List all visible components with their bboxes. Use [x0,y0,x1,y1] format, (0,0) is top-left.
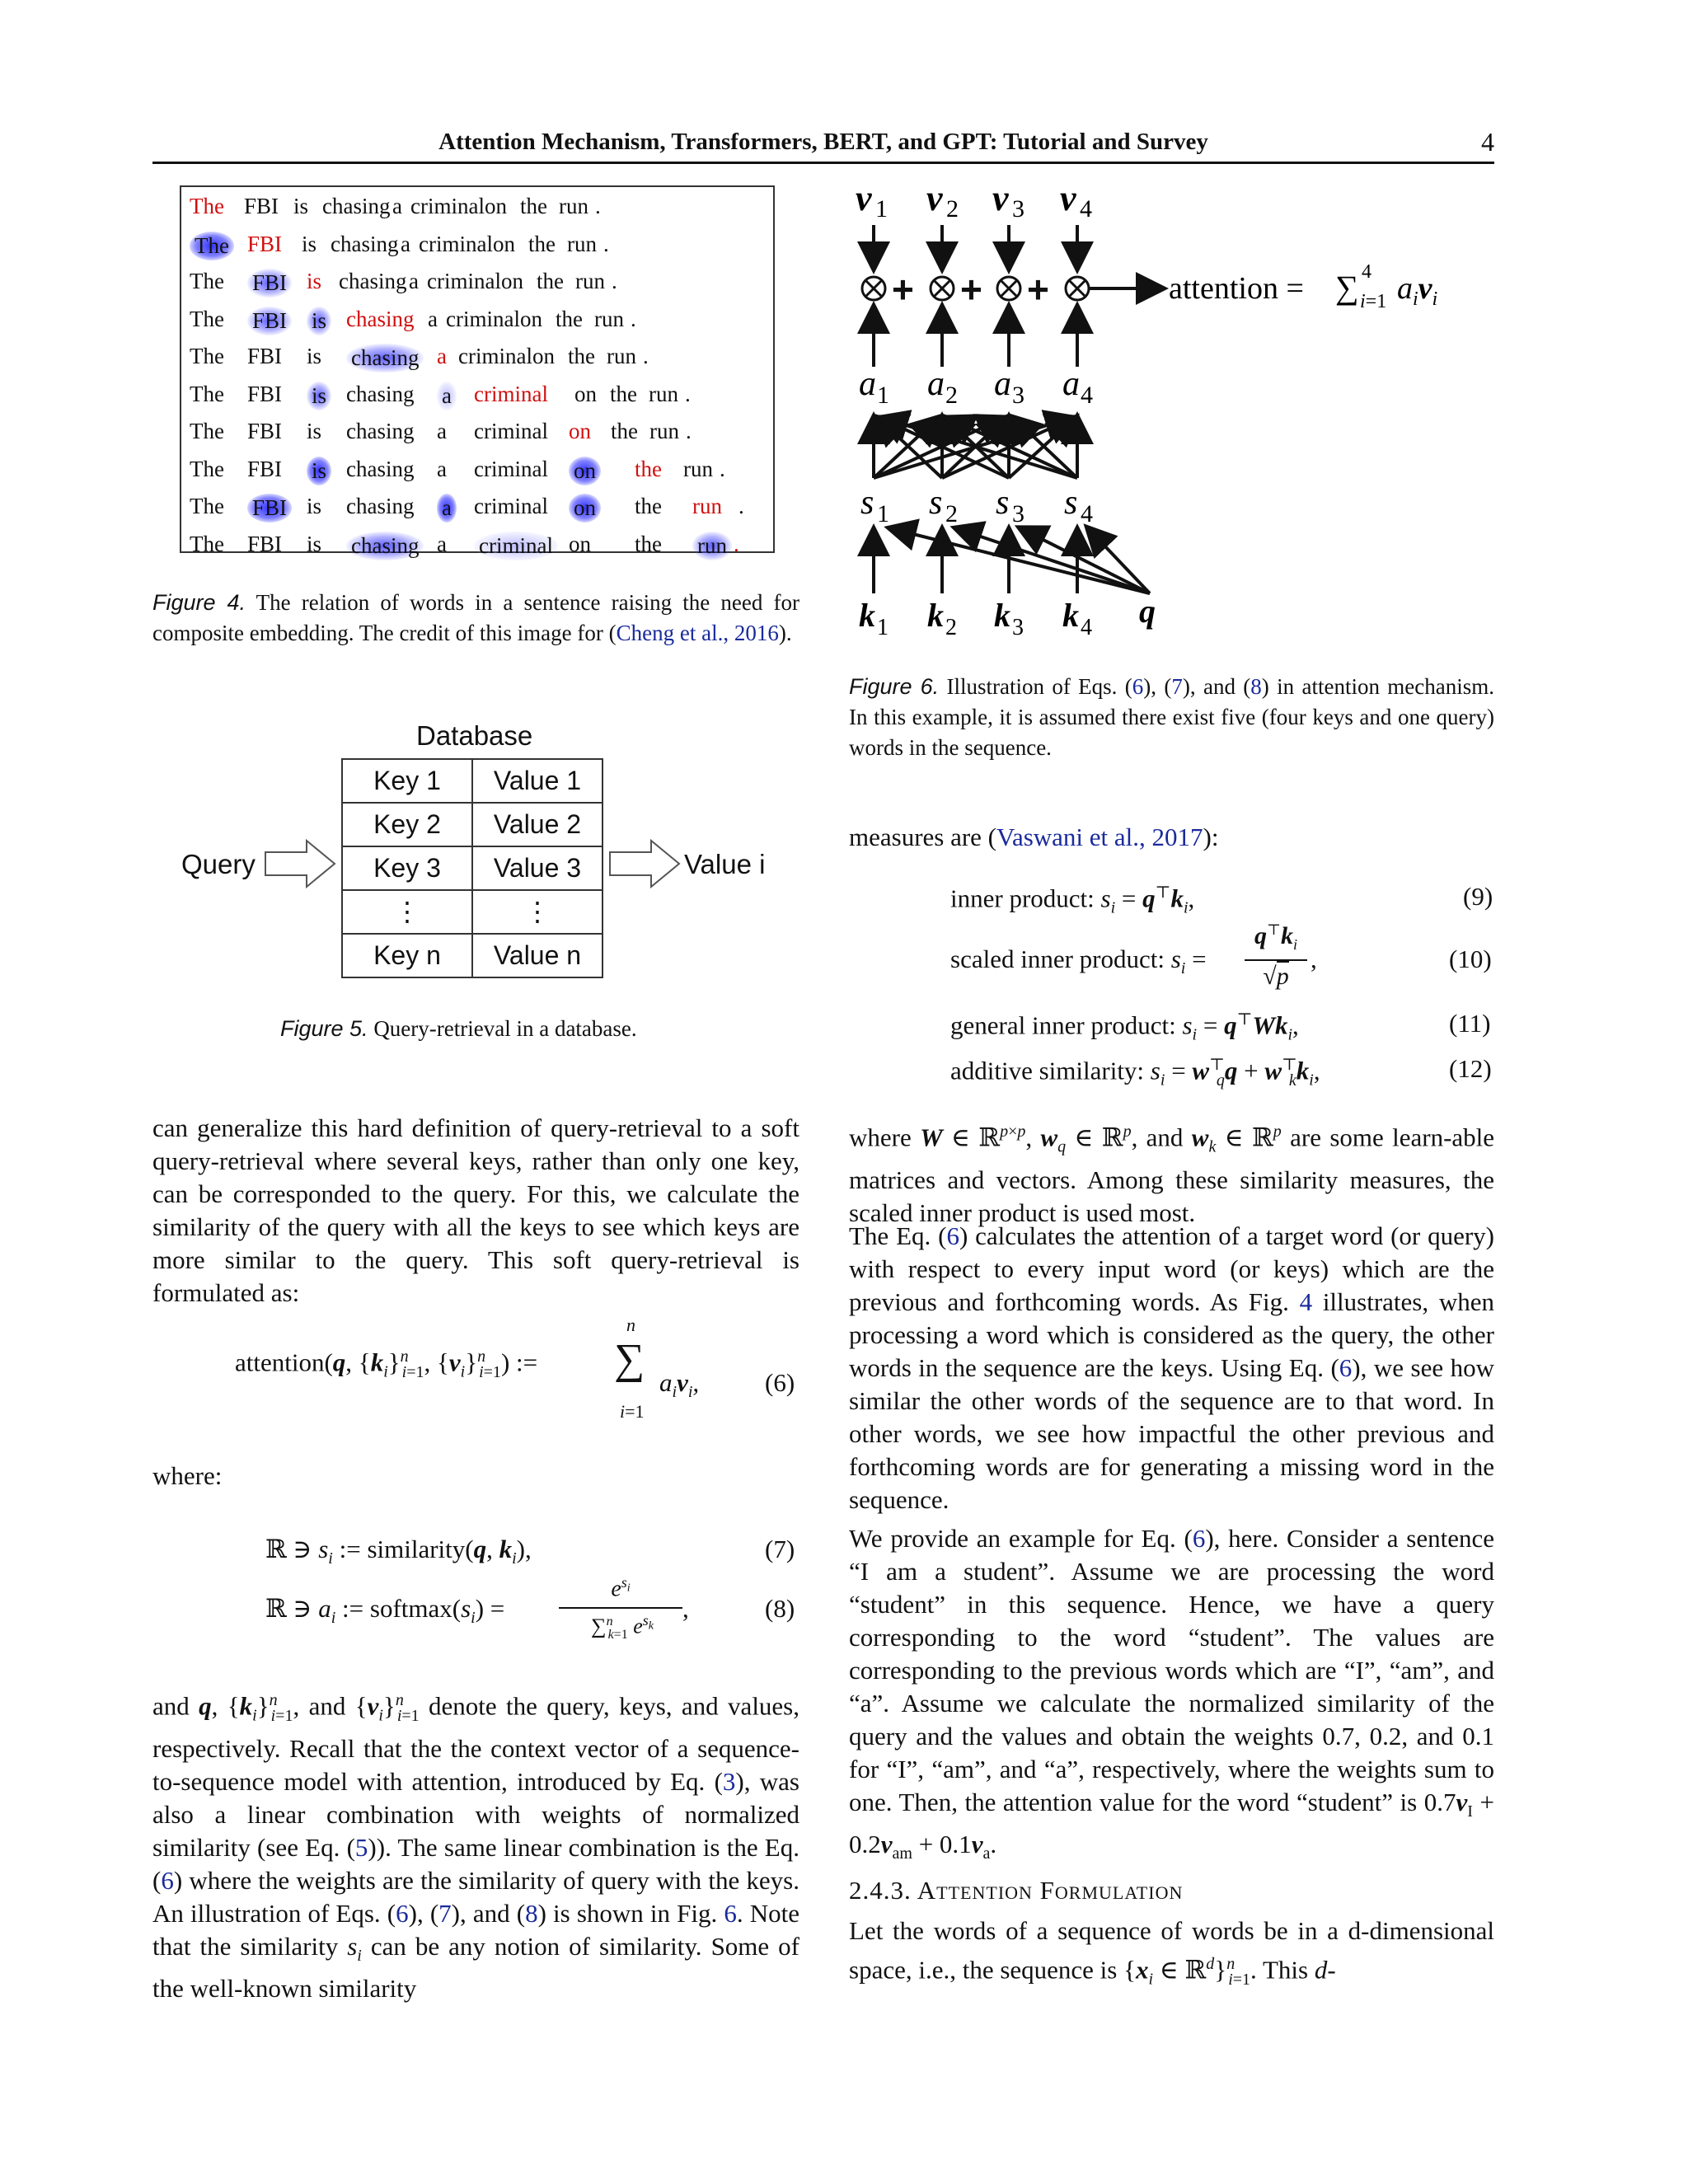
database-value-cell: Value n [471,933,603,978]
figure-4-word: chasing [346,532,424,560]
figure-4-word: criminal [419,231,493,256]
eq10-fraction-bar [1245,959,1307,961]
figure-4-word: . [720,456,725,481]
figure-4-sentence-row [190,344,767,377]
database-table [341,758,603,981]
figure-4-word: the [610,381,637,406]
figure-4-word: FBI [244,194,279,218]
figure-4-word: a [437,344,447,368]
figure-4-sentence-row [190,232,767,265]
figure-4-word: on [532,344,555,368]
equation-9: inner product: $s_i = q^⊤k_i$, [950,883,1195,917]
eq9-number: (9) [1463,882,1493,911]
figure-4-caption: Figure 4. The relation of words in a sentence raising the need for composite embedding. The credit of this image for (Cheng et al., 2016). [152,590,799,645]
figure-4-word: is [307,344,322,368]
v3-label: v [992,178,1009,218]
eq8-number: (8) [765,1594,795,1623]
svg-text:s: s [1064,484,1078,522]
right-paragraph-where: where W ∈ ℝ$^{p\times p}$, $w_q$ ∈ ℝ$^p$, and $w_k$ ∈ ℝ$^p$ are some learn-able matrices and vectors. Among these similarity measures, the scaled inner product is used most. [849,1122,1495,1227]
figure-4-word: FBI [247,307,292,335]
svg-text:a: a [1062,365,1080,403]
figure-4-word: on [520,306,542,331]
figure-4-word: FBI [247,231,283,256]
v4-label: v [1060,178,1076,218]
figure-4-word: the [528,231,556,256]
paper-title: Attention Mechanism, Transformers, BERT, and GPT: Tutorial and Survey [438,129,1208,155]
figure-4-word: chasing [322,194,391,218]
svg-text:4: 4 [1081,615,1092,640]
right-paragraph-eq6: The Eq. (6) calculates the attention of a target word (or query) with respect to every input word (or keys) which are the previous and forthcoming words. As Fig. 4 illustrates, when processing a word which is considered as the query, the other words in the sequence are the keys. Using Eq. (6), we see how similar the other words of the sequence are to that word. In other words, we see how impactful the other previous and forthcoming words are for generating a missing word in the sequence. [849,1221,1494,1514]
svg-text:s: s [929,484,943,522]
database-key-cell: Key 1 [341,758,473,804]
figure-4-word: criminal [474,381,548,406]
equation-7: ℝ ∋ $s_i$ := similarity(q, $k_i$), [265,1535,532,1568]
figure-4-sentence-row [190,532,767,565]
eq-ref-7[interactable]: 7 [1171,674,1183,699]
figure-4-word: run [692,494,722,518]
svg-text:1: 1 [877,382,889,409]
figure-5-title: Database [416,720,533,751]
svg-text:s: s [996,484,1010,522]
database-key-cell: Key 2 [341,802,473,847]
figure-4-word: The [190,494,224,518]
figure-4-word: a [428,306,438,331]
svg-text:k: k [994,597,1010,634]
svg-text:a: a [927,365,945,403]
figure-6-caption: Figure 6. Illustration of Eqs. (6), (7), and (8) in attention mechanism. In this example, it is assumed there exist five (four keys and one query) words in the sequence. [849,674,1495,760]
figure-4-word: on [569,531,591,556]
figure-4-word: criminal [410,194,485,218]
database-key-cell: Key n [341,933,473,978]
figure-4-word: is [307,307,331,335]
figure-4-word: chasing [346,306,415,331]
figure-4-word: The [190,306,224,331]
measures-line: measures are (Vaswani et al., 2017): [849,823,1219,851]
figure-4-word: chasing [339,269,407,293]
figure-4-word: . [631,306,636,331]
figure-4-word: is [307,269,322,293]
sum-body: $a_iv_i$, [659,1368,700,1402]
where-text: where: [152,1461,223,1490]
database-key-cell: ⋮ [341,889,473,935]
svg-text:4: 4 [1081,382,1093,409]
running-header [152,125,1494,164]
figure-4-word: The [190,381,224,406]
v2-label: v [926,178,943,218]
figure-4-word: the [635,456,662,481]
figure-4-word: a [437,419,447,443]
equation-11: general inner product: $s_i = q^⊤Wk_i$, [950,1010,1299,1044]
svg-text:+: + [892,268,914,311]
figure-4-word: criminal [474,456,548,481]
figure-4-word: on [493,231,515,256]
eq-ref-8[interactable]: 8 [1250,674,1262,699]
figure-4-word: a [437,531,447,556]
value-i-label: Value i [684,849,766,879]
figure-4-sentence-row [190,419,767,452]
eq8-numerator: $e^{s_i}$ [611,1574,631,1602]
eq10-number: (10) [1449,944,1492,973]
figure-4-word: chasing [346,381,415,406]
figure-4-word: . [595,194,601,218]
database-value-cell: ⋮ [471,889,603,935]
figure-4-word: is [307,531,322,556]
svg-text:4: 4 [1080,195,1092,223]
figure-4-word: the [556,306,583,331]
figure-4-sentence-row [190,307,767,340]
figure-4-word: chasing [346,494,415,518]
left-paragraph-1: can generalize this hard definition of query-retrieval to a soft query-retrieval where several keys, rather than only one key, can be corresponded to the query. For this, we calculate the similarity of the query with all the keys to see which keys are more similar to the query. This soft query-retrieval is formulated as: [152,1113,799,1307]
equation-10: scaled inner product: $s_i$ = [950,944,1207,978]
figure-4-word: run [567,231,597,256]
figure-4-word: run [559,194,588,218]
eq-ref-6[interactable]: 6 [1132,674,1144,699]
figure-4-sentence-row [190,269,767,302]
figure-4-word: The [190,419,224,443]
page-number: 4 [1481,127,1494,157]
figure-4-word: . [612,269,617,293]
figure-4-word: The [190,344,224,368]
svg-text:a: a [994,365,1011,403]
svg-text:1: 1 [875,195,888,223]
equation-12: additive similarity: $s_i = w^⊤_qq + w^⊤_kk_i$, [950,1056,1320,1090]
figure-4-word: criminal [474,532,558,560]
svg-text:3: 3 [1012,195,1025,223]
figure-4-word: the [568,344,595,368]
svg-text:k: k [859,597,875,634]
figure-4-word: a [437,456,447,481]
v1-label: v [856,178,872,218]
figure-4-word: run [649,419,679,443]
database-value-cell: Value 2 [471,802,603,847]
figure-4-word: criminal [446,306,520,331]
section-heading-2-4-3: 2.4.3. Attention Formulation [849,1876,1184,1905]
svg-text:3: 3 [1012,500,1025,527]
eq11-number: (11) [1449,1009,1491,1038]
right-paragraph-example: We provide an example for Eq. (6), here. Consider a sentence “I am a student”. Assume we are processing the word “student” in this sequence. Hence, we have a query corresponding to the word “student”. The values are corresponding to the previous words which are “I”, “am”, and “a”. Assume we calculate the normalized similarity of the query and the values and obtain the weights 0.7, 0.2, and 0.1 for “I”, “am”, and “a”, respectively, where the weights sum to one. Then, the attention value for the word “student” is $0.7v_I + 0.2v_{am} + 0.1v_a$. [849,1524,1494,1863]
figure-4-word: the [520,194,547,218]
figure-4-sentence-row [190,194,767,227]
database-value-cell: Value 1 [471,758,603,804]
svg-text:+: + [960,268,982,311]
svg-text:4: 4 [1081,500,1093,527]
citation-vaswani[interactable]: Vaswani et al., 2017 [996,823,1203,851]
svg-text:2: 2 [945,382,958,409]
figure-4-word: FBI [247,494,292,523]
svg-text:∑: ∑ [1335,269,1359,306]
svg-text:k: k [927,597,944,634]
figure-4-word: is [307,419,322,443]
figure-4-word: run [575,269,605,293]
figure-4-word: run [683,456,713,481]
figure-4-word: the [611,419,638,443]
svg-text:4: 4 [1362,261,1372,283]
figure-4-word: . [738,494,744,518]
figure-4-word: . [734,531,739,556]
citation-cheng[interactable]: Cheng et al., 2016 [616,621,779,645]
figure-4-word: a [437,382,457,410]
figure-4-sentence-row [190,494,767,527]
figure-4-word: on [574,381,597,406]
figure-4-word: The [190,194,224,218]
figure-4-word: chasing [346,419,415,443]
figure-4-word: criminal [474,419,548,443]
figure-4-sentence-row [190,457,767,490]
sum-lower: i=1 [620,1401,645,1422]
figure-4-word: is [307,457,331,485]
figure-4-word: run [692,532,732,560]
figure-4-word: . [603,231,609,256]
equation-6: attention(q, $\{k_i\}^n_{i=1}$, $\{v_i\}^n_{i=1}$) := [235,1347,538,1381]
figure-4-word: . [686,419,692,443]
svg-text:a: a [859,365,876,403]
attention-label: attention = [1169,271,1304,306]
figure-4-word: The [190,456,224,481]
svg-text:aivi: $a_iv_i$ [1397,271,1438,310]
figure-4-word: chasing [346,344,424,373]
query-arrow-icon [264,837,338,890]
figure-4-word: criminal [427,269,501,293]
eq7-number: (7) [765,1535,795,1563]
sum-symbol: ∑ [614,1336,645,1383]
figure-4-word: chasing [331,231,399,256]
svg-text:q: q [1139,593,1156,630]
figure-4-word: is [307,494,322,518]
database-value-cell: Value 3 [471,846,603,891]
svg-text:k: k [1062,597,1079,634]
figure-4-word: FBI [247,344,283,368]
svg-text:2: 2 [945,500,958,527]
eq10-denominator: √p [1263,963,1289,990]
figure-4-word: a [392,194,402,218]
eq12-number: (12) [1449,1054,1492,1083]
figure-5-caption: Figure 5. Query-retrieval in a database. [280,1016,637,1041]
figure-6-diagram [849,177,1500,647]
figure-4-word: on [569,457,601,485]
figure-4-word: The [190,232,234,260]
svg-text:2: 2 [945,615,957,640]
figure-4-word: FBI [247,419,283,443]
figure-4-word: a [437,494,457,523]
figure-4-word: The [190,531,224,556]
right-paragraph-last: Let the words of a sequence of words be in a d-dimensional space, i.e., the sequence is {$x_i$ ∈ ℝ$^d$}$^n_{i=1}$. This d- [849,1916,1494,1989]
figure-4-word: The [190,269,224,293]
figure-4-word: FBI [247,456,283,481]
figure-4-word: criminal [474,494,548,518]
figure-4-word: is [307,382,331,410]
svg-text:3: 3 [1012,382,1025,409]
figure-4-word: on [501,269,523,293]
figure-4-sentence-row [190,382,767,415]
database-key-cell: Key 3 [341,846,473,891]
figure-4-word: run [607,344,636,368]
figure-4-word: chasing [346,456,415,481]
figure-4-word: the [537,269,564,293]
figure-4-word: is [293,194,309,218]
svg-text:3: 3 [1012,615,1024,640]
figure-4-word: run [649,381,678,406]
figure-4-word: criminal [458,344,532,368]
figure-4-word: FBI [247,531,283,556]
svg-text:1: 1 [877,500,889,527]
svg-text:s: s [860,484,874,522]
figure-4-word: . [685,381,691,406]
svg-text:1: 1 [877,615,889,640]
svg-text:i=1: i=1 [1360,291,1387,312]
figure-4-word: FBI [247,269,292,298]
svg-text:+: + [1027,268,1049,311]
eq8-fraction-bar [559,1607,682,1609]
eq10-numerator: $q^⊤k_i$ [1254,921,1297,953]
figure-4-word: a [401,231,410,256]
figure-4-image [180,185,775,558]
figure-4-word: the [635,494,662,518]
sum-upper: n [626,1315,635,1335]
figure-4-word: on [569,494,601,523]
figure-4-word: on [485,194,507,218]
figure-4-word: . [643,344,649,368]
left-paragraph-2: and q, $\{k_i\}^n_{i=1}$, and $\{v_i\}^n_{i=1}$ denote the query, keys, and values, respectively. Recall that the the context vector of a sequence-to-sequence model with attention, introduced by Eq. (3), was also a linear combination with weights of normalized similarity (see Eq. (5)). The same linear combination is the Eq. (6) where the weights are the similarity of query with the keys. An illustration of Eqs. (6), (7), and (8) is shown in Fig. 6. Note that the similarity $s_i$ can be any notion of similarity. Some of the well-known similarity [152,1691,800,2003]
equation-8: ℝ ∋ $a_i$ := $softmax(s_i)$ = [265,1594,505,1628]
figure-4-word: the [635,531,662,556]
figure-4-word: is [302,231,317,256]
figure-4-word: on [569,419,591,443]
value-arrow-icon [608,837,682,890]
figure-4-word: run [594,306,624,331]
svg-text:2: 2 [946,195,959,223]
eq8-denominator: ∑$^n_{k=1}$ $e^{s_k}$ [591,1612,654,1642]
figure-4-word: a [409,269,419,293]
figure-4-word: FBI [247,381,283,406]
query-label: Query [181,849,256,879]
eq6-number: (6) [765,1368,795,1397]
figure-4-label: Figure 4. [152,590,246,615]
